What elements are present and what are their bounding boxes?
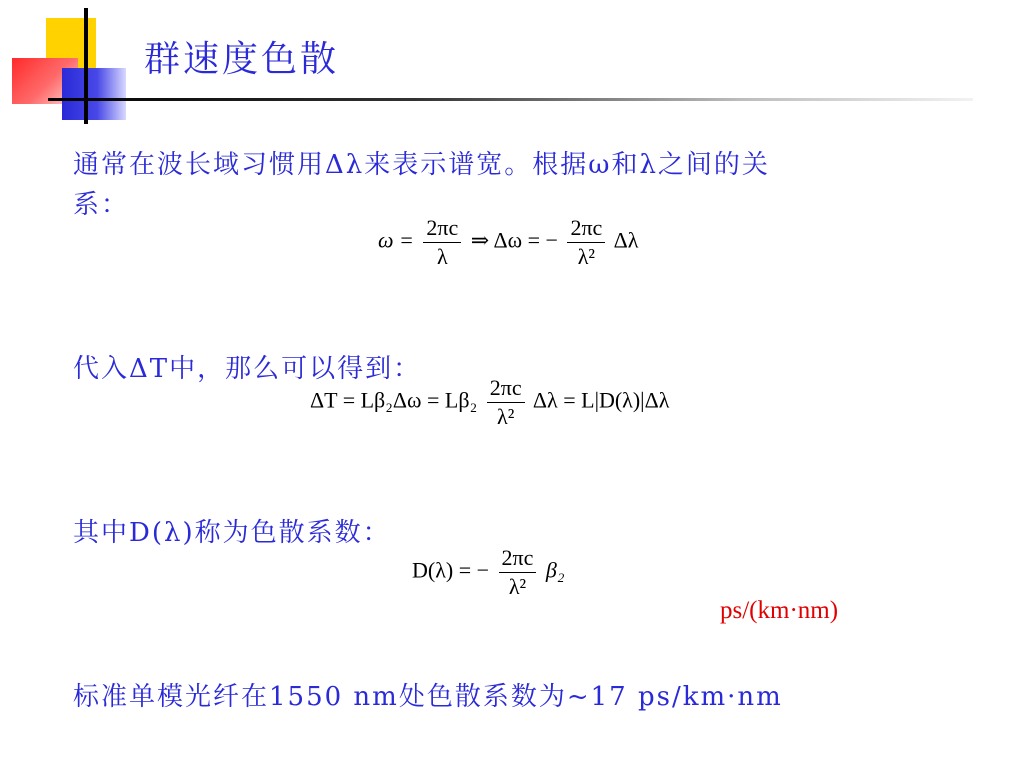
eq1-f1-numerator: 2πc bbox=[423, 214, 461, 243]
paragraph-line-1: 通常在波长域习惯用Δλ来表示谱宽。根据ω和λ之间的关 bbox=[73, 150, 770, 180]
equation-delta-t bbox=[310, 374, 669, 431]
eq1-middle: ⇒ Δω = − bbox=[470, 227, 558, 253]
eq1-rhs: Δλ bbox=[613, 227, 639, 253]
decor-blue-square bbox=[62, 68, 126, 120]
title-underline bbox=[48, 98, 973, 101]
equation-dispersion bbox=[412, 544, 565, 601]
eq1-lhs: ω = bbox=[378, 227, 414, 253]
slide-title: 群速度色散 bbox=[144, 39, 340, 80]
eq2-rhs: Δλ = L|D(λ)|Δλ bbox=[532, 387, 670, 413]
unit-label: ps/(km·nm) bbox=[720, 597, 839, 624]
eq3-rhs: β₂ bbox=[545, 557, 565, 583]
paragraph-standard-fiber: 标准单模光纤在1550 nm处色散系数为~17 ps/km·nm bbox=[73, 682, 783, 712]
eq3-denominator: λ² bbox=[508, 574, 527, 599]
eq2-numerator: 2πc bbox=[487, 374, 525, 403]
eq2-fraction bbox=[487, 374, 525, 431]
eq1-fraction-1 bbox=[423, 214, 461, 271]
eq1-fraction-2 bbox=[567, 214, 605, 271]
eq3-lhs: D(λ) = − bbox=[412, 557, 490, 583]
paragraph-substitute: 代入ΔT中，那么可以得到： bbox=[73, 354, 422, 384]
eq3-fraction bbox=[499, 544, 537, 601]
eq1-f1-denominator: λ bbox=[436, 244, 448, 269]
eq2-lhs: ΔT = Lβ₂Δω = Lβ₂ bbox=[310, 387, 478, 413]
paragraph-dispersion-coefficient: 其中D(λ)称为色散系数： bbox=[73, 518, 391, 548]
equation-omega-lambda bbox=[378, 214, 638, 271]
eq1-f2-denominator: λ² bbox=[577, 244, 595, 269]
eq1-f2-numerator: 2πc bbox=[567, 214, 605, 243]
eq3-numerator: 2πc bbox=[499, 544, 537, 573]
eq2-denominator: λ² bbox=[497, 404, 515, 429]
paragraph-line-2: 系： bbox=[73, 190, 130, 220]
decor-vertical-line bbox=[84, 8, 88, 124]
